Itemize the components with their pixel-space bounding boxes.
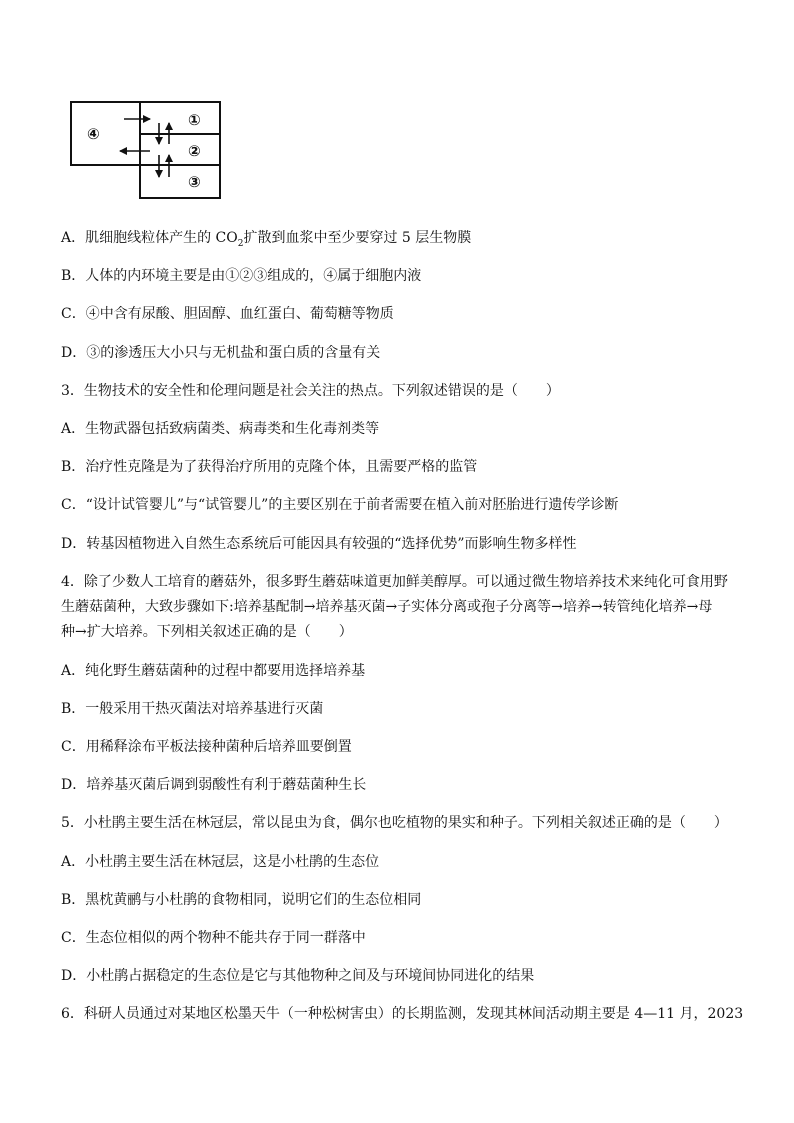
q3-option-d: D．转基因植物进入自然生态系统后可能因具有较强的“选择优势”而影响生物多样性	[61, 536, 577, 552]
q2-option-b: B．人体的内环境主要是由①②③组成的，④属于细胞内液	[61, 268, 422, 284]
q5-option-a: A．小杜鹃主要生活在林冠层，这是小杜鹃的生态位	[61, 854, 380, 870]
q3-stem: 3．生物技术的安全性和伦理问题是社会关注的热点。下列叙述错误的是（ ）	[61, 383, 560, 399]
q4-option-d: D．培养基灭菌后调到弱酸性有利于蘑菇菌种生长	[61, 777, 367, 793]
q4-stem-line-1: 4．除了少数人工培育的蘑菇外，很多野生蘑菇味道更加鲜美醇厚。可以通过微生物培养技术来纯化可食用野	[61, 574, 728, 590]
q2-option-c: C．④中含有尿酸、胆固醇、血红蛋白、葡萄糖等物质	[61, 306, 394, 322]
q4-option-c: C．用稀释涂布平板法接种菌种后培养皿要倒置	[61, 739, 352, 755]
compartment-two-box	[140, 134, 220, 165]
label-one: ①	[188, 111, 201, 129]
compartment-one-box	[140, 102, 220, 134]
compartment-four-box	[71, 102, 140, 165]
q2-option-d: D．③的渗透压大小只与无机盐和蛋白质的含量有关	[61, 345, 381, 361]
q4-stem-line-2: 生蘑菇菌种，大致步骤如下:培养基配制→培养基灭菌→子实体分离或孢子分离等→培养→转管纯化培养→母	[61, 599, 713, 615]
label-two: ②	[188, 142, 201, 160]
q4-stem-line-3: 种→扩大培养。下列相关叙述正确的是（ ）	[61, 624, 353, 640]
body-fluid-diagram-svg	[70, 101, 222, 199]
q2-option-a-post: 扩散到血浆中至少要穿过 5 层生物膜	[243, 230, 472, 246]
q4-option-b: B．一般采用干热灭菌法对培养基进行灭菌	[61, 701, 324, 717]
label-four: ④	[87, 125, 100, 143]
q5-option-b: B．黑枕黄鹂与小杜鹃的食物相同，说明它们的生态位相同	[61, 892, 422, 908]
label-three: ③	[188, 173, 201, 191]
compartment-three-box	[140, 165, 220, 198]
q2-option-a-sub: 2	[237, 238, 244, 249]
q3-option-a: A．生物武器包括致病菌类、病毒类和生化毒剂类等	[61, 421, 380, 437]
q6-stem-line-1: 6．科研人员通过对某地区松墨天牛（一种松树害虫）的长期监测，发现其林间活动期主要是 4—11 月，2023	[61, 1006, 744, 1022]
q4-option-a: A．纯化野生蘑菇菌种的过程中都要用选择培养基	[61, 663, 366, 679]
q3-option-b: B．治疗性克隆是为了获得治疗所用的克隆个体，且需要严格的监管	[61, 459, 478, 475]
body-fluid-diagram	[70, 101, 222, 199]
q5-stem: 5．小杜鹃主要生活在林冠层，常以昆虫为食，偶尔也吃植物的果实和种子。下列相关叙述正确的是（ ）	[61, 815, 728, 831]
q3-option-c: C．“设计试管婴儿”与“试管婴儿”的主要区别在于前者需要在植入前对胚胎进行遗传学诊断	[61, 497, 619, 513]
q2-option-a-pre: A．肌细胞线粒体产生的 CO	[61, 230, 238, 246]
q5-option-c: C．生态位相似的两个物种不能共存于同一群落中	[61, 930, 366, 946]
q2-option-a	[61, 228, 741, 254]
q5-option-d: D．小杜鹃占据稳定的生态位是它与其他物种之间及与环境间协同进化的结果	[61, 968, 535, 984]
